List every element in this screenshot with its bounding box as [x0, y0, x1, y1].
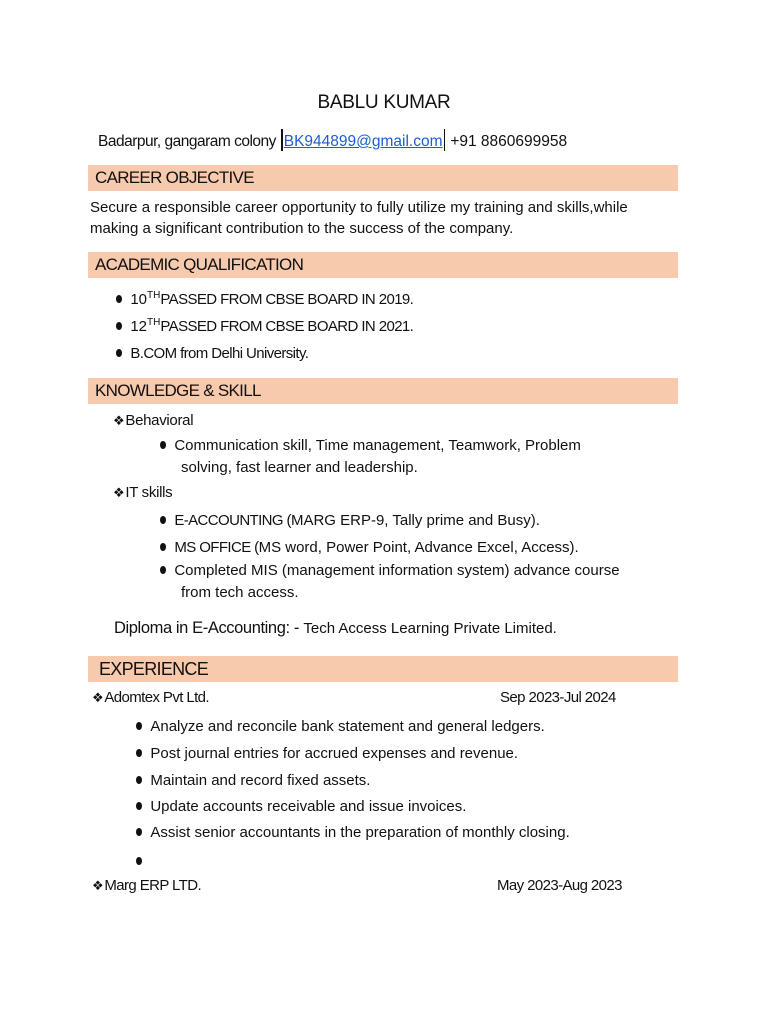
list-item: E-ACCOUNTING (MARG ERP-9, Tally prime and Busy).	[160, 512, 540, 529]
section-title: ACADEMIC QUALIFICATION	[95, 255, 304, 274]
diploma-text: Tech Access Learning Private Limited.	[303, 620, 557, 637]
dot-bullet-icon	[136, 828, 142, 836]
list-item: Analyze and reconcile bank statement and general ledgers.	[136, 718, 545, 735]
candidate-name: BABLU KUMAR	[317, 92, 451, 113]
dot-bullet-icon	[160, 516, 166, 524]
divider	[444, 129, 446, 151]
address: Badarpur, gangaram colony	[98, 133, 276, 150]
diamond-bullet-icon: ❖	[92, 690, 104, 705]
dot-bullet-icon	[160, 543, 166, 551]
dot-bullet-icon	[136, 776, 142, 784]
dot-bullet-icon	[160, 566, 166, 574]
job-company: ❖Marg ERP LTD.	[92, 877, 202, 894]
dot-bullet-icon	[116, 349, 122, 357]
dot-bullet-icon	[136, 802, 142, 810]
phone: +91 8860699958	[450, 133, 568, 150]
academic-heading	[88, 252, 678, 278]
list-item: Completed MIS (management information system) advance course	[160, 562, 620, 579]
career-objective-text	[90, 197, 680, 239]
list-item-continuation: from tech access.	[181, 584, 299, 601]
experience-heading	[88, 656, 678, 682]
section-title: EXPERIENCE	[99, 659, 209, 679]
career-objective-heading	[88, 165, 678, 191]
list-item: Maintain and record fixed assets.	[136, 772, 370, 789]
email-link[interactable]: BK944899@gmail.com	[283, 133, 443, 150]
list-item: Assist senior accountants in the preparation of monthly closing.	[136, 824, 570, 841]
list-item: Communication skill, Time management, Teamwork, Problem	[160, 437, 581, 454]
list-item: Post journal entries for accrued expenses and revenue.	[136, 745, 518, 762]
diamond-bullet-icon: ❖	[113, 485, 125, 500]
diploma-line	[114, 619, 557, 638]
dot-bullet-icon	[136, 857, 142, 865]
dot-bullet-icon	[136, 749, 142, 757]
diamond-bullet-icon: ❖	[92, 878, 104, 893]
list-item: B.COM from Delhi University.	[116, 345, 308, 362]
job-dates: Sep 2023-Jul 2024	[500, 689, 616, 706]
section-title: KNOWLEDGE & SKILL	[95, 381, 261, 400]
list-item: MS OFFICE (MS word, Power Point, Advance Excel, Access).	[160, 539, 579, 556]
behavioral-subheading: ❖Behavioral	[113, 412, 194, 429]
dot-bullet-icon	[116, 295, 122, 303]
contact-line	[98, 129, 567, 151]
list-item	[136, 853, 150, 870]
divider	[281, 129, 283, 151]
job-company: ❖Adomtex Pvt Ltd.	[92, 689, 209, 706]
dot-bullet-icon	[160, 441, 166, 449]
paragraph-line: making a significant contribution to the success of the company.	[90, 220, 514, 237]
diploma-label: Diploma in E-Accounting: -	[114, 619, 299, 637]
list-item: 12THPASSED FROM CBSE BOARD IN 2021.	[116, 317, 413, 335]
dot-bullet-icon	[116, 322, 122, 330]
list-item: 10THPASSED FROM CBSE BOARD IN 2019.	[116, 290, 413, 308]
paragraph-line: Secure a responsible career opportunity to fully utilize my training and skills,while	[90, 199, 628, 216]
dot-bullet-icon	[136, 722, 142, 730]
job-dates: May 2023-Aug 2023	[497, 877, 622, 894]
diamond-bullet-icon: ❖	[113, 413, 125, 428]
list-item: Update accounts receivable and issue invoices.	[136, 798, 466, 815]
it-skills-subheading: ❖IT skills	[113, 484, 173, 501]
list-item-continuation: solving, fast learner and leadership.	[181, 459, 418, 476]
section-title: CAREER OBJECTIVE	[95, 168, 254, 187]
skills-heading	[88, 378, 678, 404]
